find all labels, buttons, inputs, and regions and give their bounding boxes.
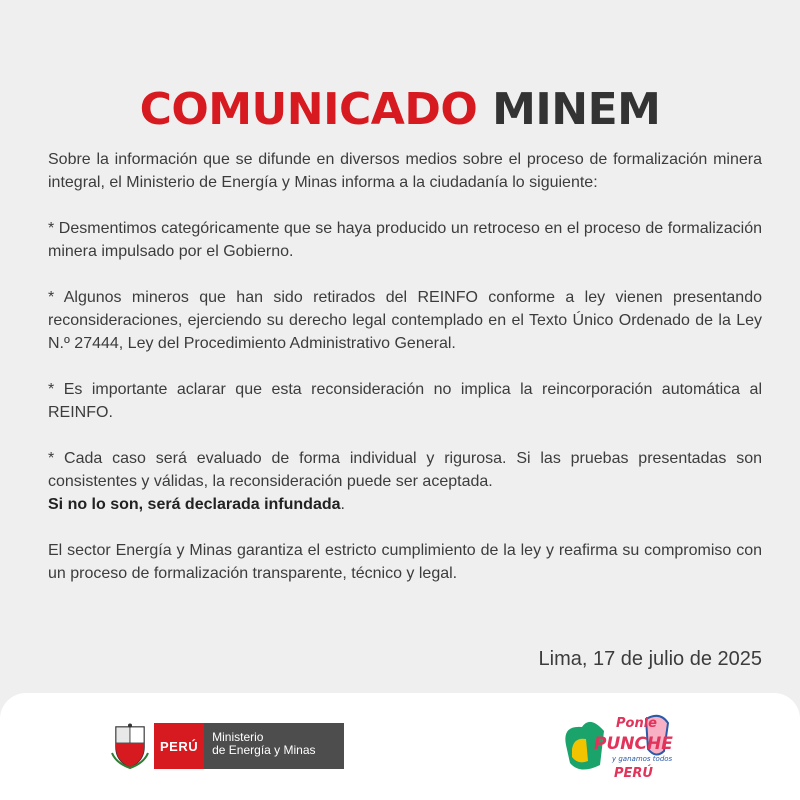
coat-of-arms-icon bbox=[110, 723, 150, 769]
ministry-label bbox=[204, 723, 344, 769]
ponle-punche-logo bbox=[560, 705, 680, 789]
campaign-peru: PERÚ bbox=[614, 766, 653, 781]
point-4-text: * Cada caso será evaluado de forma individual y rigurosa. Si las pruebas presentadas son consistentes y válidas, la reconsideración puede ser aceptada. bbox=[48, 450, 762, 490]
campaign-punche: PUNCHE bbox=[594, 734, 673, 754]
page-title bbox=[0, 84, 800, 135]
campaign-sub: y ganamos todos bbox=[612, 755, 673, 763]
ministry-line-1: Ministerio bbox=[212, 730, 264, 744]
title-comunicado: COMUNICADO bbox=[139, 84, 478, 135]
paragraph-point-1: * Desmentimos categóricamente que se haya producido un retroceso en el proceso de formalización minera impulsado por el Gobierno. bbox=[48, 220, 762, 260]
paragraph-closing: El sector Energía y Minas garantiza el estricto cumplimiento de la ley y reafirma su compromiso con un proceso de formalización transparente, técnico y legal. bbox=[48, 542, 762, 582]
footer bbox=[0, 693, 800, 800]
paragraph-intro: Sobre la información que se difunde en diversos medios sobre el proceso de formalización minera integral, el Ministerio de Energía y Minas informa a la ciudadanía lo siguiente: bbox=[48, 151, 762, 191]
title-minem: MINEM bbox=[492, 84, 661, 135]
paragraph-point-2: * Algunos mineros que han sido retirados del REINFO conforme a ley vienen presentando reconsideraciones, ejerciendo su derecho legal contemplado en el Texto Único Ordenado de la Ley N.º 27444, Ley del Procedimiento Administrativo General. bbox=[48, 289, 762, 352]
government-logo bbox=[110, 723, 344, 769]
paragraph-point-3: * Es importante aclarar que esta reconsideración no implica la reincorporación automática al REINFO. bbox=[48, 381, 762, 421]
statement-body bbox=[48, 148, 762, 585]
peru-label: PERÚ bbox=[154, 723, 204, 769]
paragraph-point-4 bbox=[48, 447, 762, 516]
point-4-end: . bbox=[340, 496, 345, 513]
point-4-bold: Si no lo son, será declarada infundada bbox=[48, 496, 341, 513]
campaign-ponle: Ponle bbox=[616, 716, 657, 731]
ministry-line-2: de Energía y Minas bbox=[212, 743, 316, 757]
date-line: Lima, 17 de julio de 2025 bbox=[538, 648, 762, 670]
